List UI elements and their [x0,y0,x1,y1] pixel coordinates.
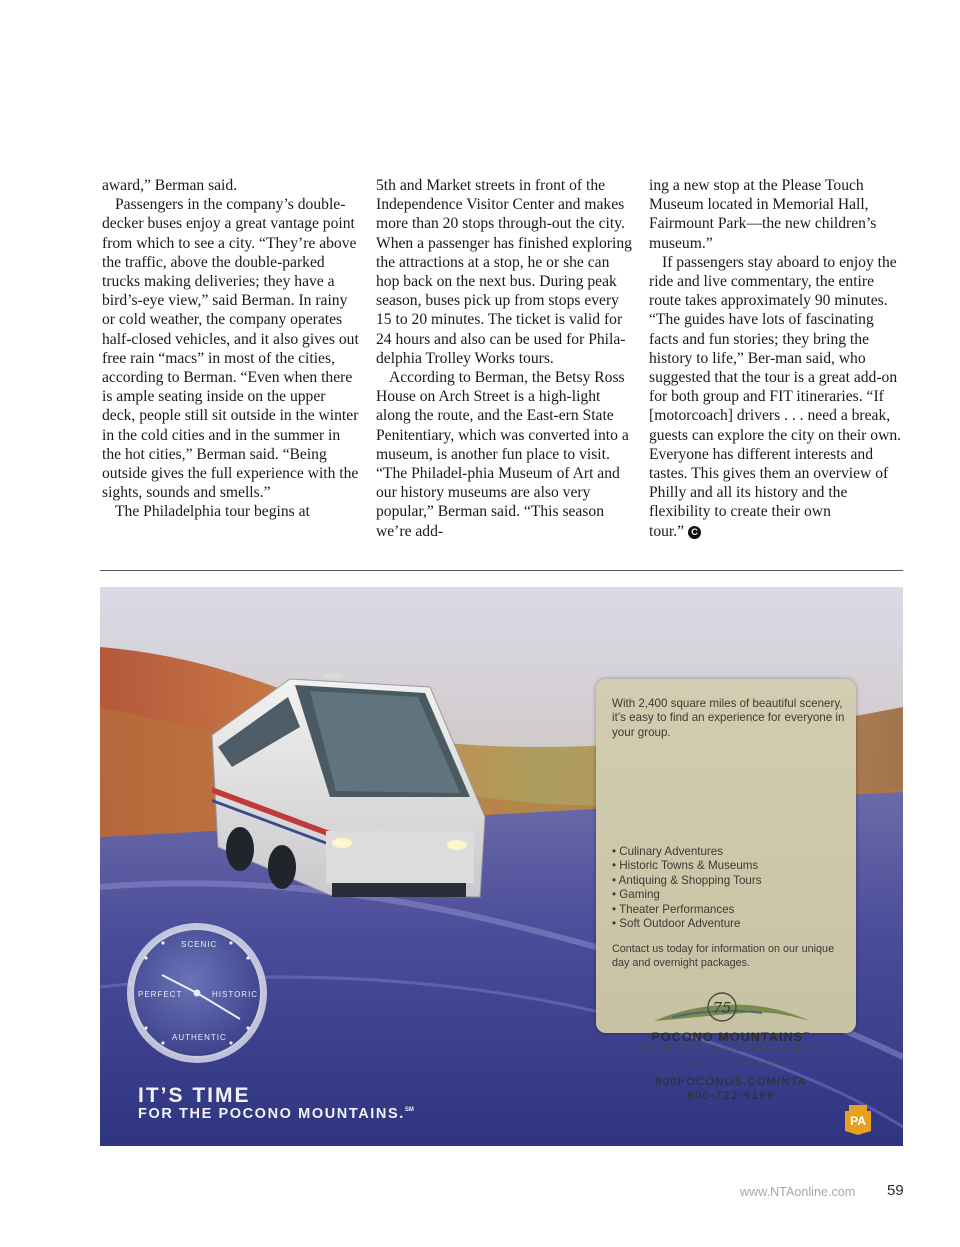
experience-list [612,845,848,931]
brand-subtitle: CONVENTION & VISITORS BUREAU [637,1046,825,1053]
paragraph: If passengers stay aboard to enjoy the ride and live commentary, the entire route takes approximately 90 minutes. “The guides have lots of fascinating facts and fun stories; they bring the history to life,” Ber-man said, who suggested that the tour is a great add-on for both group and FIT itineraries. “If [motorcoach] drivers . . . need a break, guests can explore the city on their own. Everyone has different interests and tastes. This gives them an overview of Philly and all its history and the flexibility to create their own [649,253,902,521]
logo-number: 75 [712,999,732,1017]
phone-number: 800-722-9199 [687,1090,775,1102]
list-item: • Theater Performances [612,903,848,917]
website-link[interactable]: 800POCONOS.COM/NTA [655,1076,807,1088]
pa-badge-text: PA [850,1114,866,1128]
list-item: • Culinary Adventures [612,845,848,859]
list-item: • Soft Outdoor Adventure [612,917,848,931]
list-item: • Gaming [612,888,848,902]
contact-text: Contact us today for information on our unique day and overnight packages. [612,943,835,969]
list-item: • Historic Towns & Museums [612,859,848,873]
paragraph: ing a new stop at the Please Touch Museum located in Memorial Hall, Fairmount Park—the new children’s museum.” [649,177,877,252]
brand-name: POCONO MOUNTAINS™ [651,1030,811,1044]
page-number: 59 [887,1182,904,1199]
info-box [596,679,856,1102]
pocono-advertisement [100,587,903,1146]
info-intro: With 2,400 square miles of beautiful scenery, it’s easy to find an experience for everyone in your group. [612,697,845,739]
brand-established: ——— EST. 1934 ——— [681,1059,781,1066]
clock-label-top: SCENIC [181,940,218,949]
footer-website[interactable]: www.NTAonline.com [740,1185,856,1199]
paragraph: award,” Berman said. [102,177,238,194]
end-of-story-icon: C [688,526,701,539]
divider [100,570,903,571]
pa-keystone-icon [845,1105,871,1135]
tagline-subheading: FOR THE POCONO MOUNTAINS.℠ [138,1106,414,1122]
paragraph: According to Berman, the Betsy Ross House on Arch Street is a high-light along the route, and the East-ern State Penitentiary, which was converted into a museum, is another fun place to visit. “The Philadel-phia Museum of Art and our history museums are also very popular,” Berman said. “This season we’re add- [376,369,629,540]
paragraph: 5th and Market streets in front of the Independence Visitor Center and makes more than 20 stops through-out the city. When a passenger has finished exploring the attractions at a stop, he or she can hop back on the next bus. During peak season, buses pick up from stops every 15 to 20 minutes. The ticket is valid for 24 hours and also can be used for Phila-delphia Trolley Works tours. [376,177,632,367]
article-column-3 [649,176,907,541]
list-item: • Antiquing & Shopping Tours [612,874,848,888]
clock-label-left: PERFECT [138,990,183,999]
pocono-mountains-logo [652,991,812,1031]
paragraph: The Philadelphia tour begins at [115,503,310,521]
article-column-1 [102,176,360,522]
clock-label-bottom: AUTHENTIC [172,1033,227,1042]
bus-number: M587 [325,674,343,681]
tagline-heading: IT’S TIME [138,1084,251,1107]
paragraph-end: tour.” C [649,522,907,541]
article-column-2 [376,176,634,541]
clock-label-right: HISTORIC [212,990,259,999]
paragraph: Passengers in the company’s double-decker buses enjoy a great vantage point from which to see a city. “They’re above the traffic, above the double-parked trucks making deliveries; they have a bird’s-eye view,” said Berman. In rainy or cold weather, the company operates half-closed vehicles, and it also gives out free rain “macs” in most of the cities, according to Berman. “Even when there is ample seating inside on the upper deck, people still sit outside in the winter in the cold cities and in the summer in the hot cities,” Berman said. “Being outside gives the full experience with the sights, sounds and smells.” [102,196,359,502]
